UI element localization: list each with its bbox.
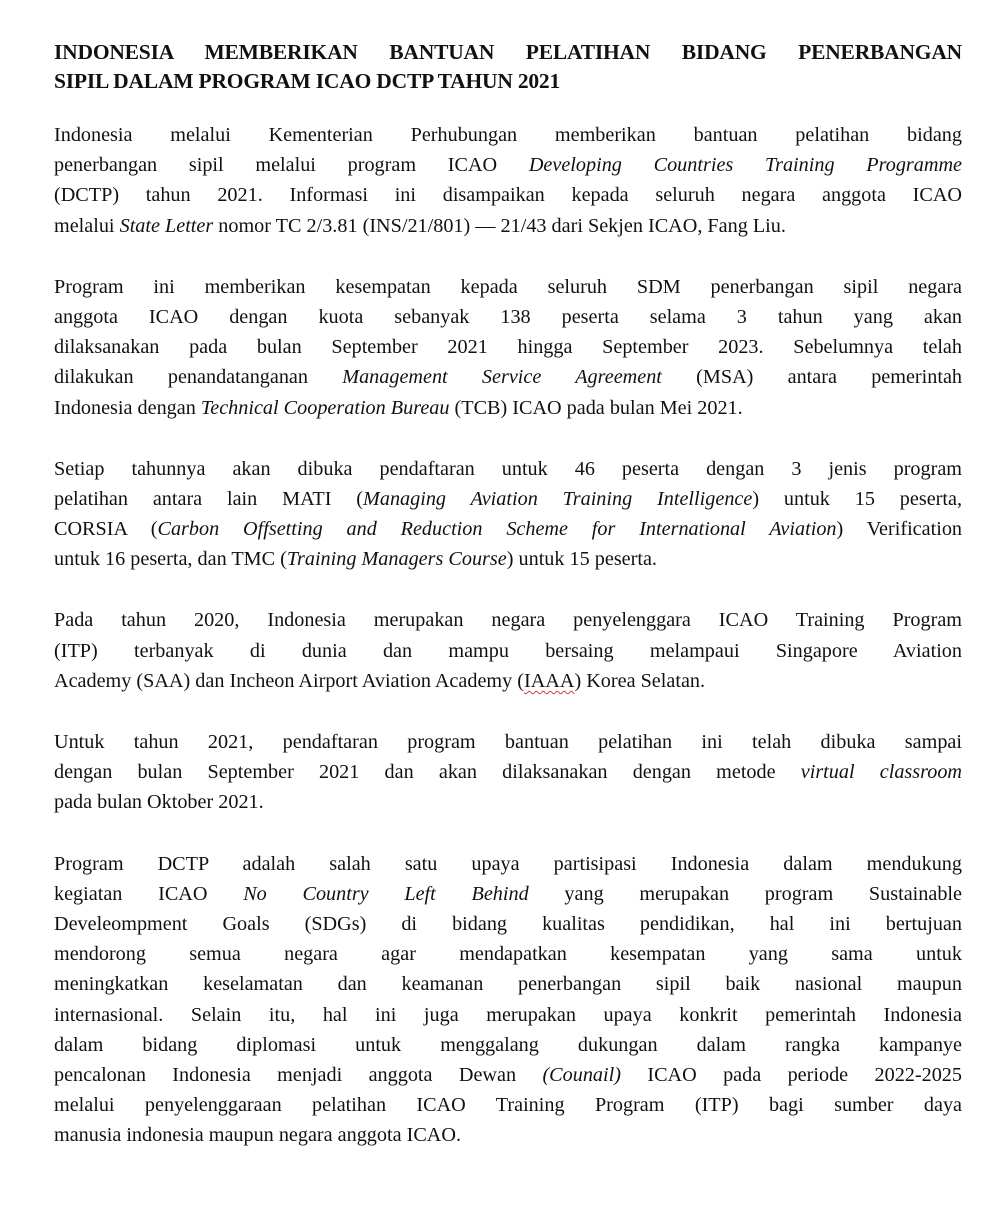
italic-term: No Country Left Behind bbox=[243, 882, 529, 905]
text-line: Program DCTP adalah salah satu upaya partisipasi Indonesia dalam mendukung bbox=[54, 852, 962, 875]
text-line: Indonesia melalui Kementerian Perhubungan memberikan bantuan pelatihan bidang bbox=[54, 124, 962, 146]
text-run: ) Korea Selatan. bbox=[574, 669, 706, 692]
paragraph-intro bbox=[54, 120, 962, 241]
text-line: Program ini memberikan kesempatan kepada seluruh SDM penerbangan sipil negara bbox=[54, 275, 962, 298]
text-line bbox=[54, 362, 962, 392]
text-run: nomor TC 2/3.81 (INS/21/801) — 21/43 dari Sekjen ICAO, Fang Liu. bbox=[213, 214, 786, 237]
document-page bbox=[54, 38, 962, 1181]
text-line: meningkatkan keselamatan dan keamanan penerbangan sipil baik nasional maupun bbox=[54, 973, 962, 996]
italic-term: virtual classroom bbox=[800, 761, 962, 784]
text-line: (DCTP) tahun 2021. Informasi ini disampaikan kepada seluruh negara anggota ICAO bbox=[54, 184, 962, 207]
italic-term: Training Managers Course bbox=[286, 548, 507, 571]
text-run: yang merupakan program Sustainable bbox=[528, 882, 962, 905]
text-run: kegiatan ICAO bbox=[54, 882, 244, 905]
text-run: Indonesia dengan bbox=[54, 396, 201, 419]
text-run: dengan bulan September 2021 dan akan dilaksanakan dengan metode bbox=[54, 761, 801, 784]
text-run: CORSIA ( bbox=[54, 518, 158, 541]
text-line: (ITP) terbanyak di dunia dan mampu bersaing melampaui Singapore Aviation bbox=[54, 639, 962, 662]
text-line bbox=[54, 1060, 962, 1090]
paragraph-itp-2020 bbox=[54, 605, 962, 696]
title-line: SIPIL DALAM PROGRAM ICAO DCTP TAHUN 2021 bbox=[54, 69, 561, 93]
text-line bbox=[54, 879, 962, 909]
text-line: Pada tahun 2020, Indonesia merupakan negara penyelenggara ICAO Training Program bbox=[54, 609, 962, 632]
text-run: Academy (SAA) dan Incheon Airport Aviation Academy ( bbox=[54, 669, 524, 692]
text-line bbox=[54, 666, 962, 696]
italic-term: State Letter bbox=[119, 214, 214, 237]
text-line: Develeompment Goals (SDGs) di bidang kualitas pendidikan, hal ini bertujuan bbox=[54, 912, 962, 935]
text-line bbox=[54, 484, 962, 514]
text-line bbox=[54, 757, 962, 787]
text-line bbox=[54, 211, 962, 241]
paragraph-program-quota bbox=[54, 272, 962, 423]
text-line bbox=[54, 514, 962, 544]
text-line: manusia indonesia maupun negara anggota ICAO. bbox=[54, 1124, 462, 1147]
spellcheck-underlined-word: IAAA bbox=[523, 669, 575, 692]
italic-term: Developing Countries Training Programme bbox=[528, 154, 962, 177]
text-line: Setiap tahunnya akan dibuka pendaftaran untuk 46 peserta dengan 3 jenis program bbox=[54, 457, 962, 480]
text-line: melalui penyelenggaraan pelatihan ICAO Training Program (ITP) bagi sumber daya bbox=[54, 1094, 962, 1117]
text-run: (MSA) antara pemerintah bbox=[661, 366, 963, 389]
text-run: pelatihan antara lain MATI ( bbox=[54, 487, 364, 510]
text-run: ) Verification bbox=[836, 518, 963, 541]
text-run: untuk 16 peserta, dan TMC ( bbox=[54, 548, 287, 571]
text-line bbox=[54, 150, 962, 180]
text-run: dilakukan penandatanganan bbox=[54, 366, 343, 389]
text-line: mendorong semua negara agar mendapatkan kesempatan yang sama untuk bbox=[54, 943, 962, 966]
text-line bbox=[54, 393, 962, 423]
text-run: ) untuk 15 peserta. bbox=[506, 548, 657, 571]
document-title bbox=[54, 38, 962, 96]
paragraph-registration-2021 bbox=[54, 727, 962, 818]
text-line: dalam bidang diplomasi untuk menggalang dukungan dalam rangka kampanye bbox=[54, 1033, 962, 1056]
text-line: anggota ICAO dengan kuota sebanyak 138 peserta selama 3 tahun yang akan bbox=[54, 305, 962, 328]
text-run: (TCB) ICAO pada bulan Mei 2021. bbox=[449, 396, 743, 419]
text-line: internasional. Selain itu, hal ini juga merupakan upaya konkrit pemerintah Indonesia bbox=[54, 1003, 962, 1026]
text-run: ) untuk 15 peserta, bbox=[752, 487, 962, 510]
paragraph-program-types bbox=[54, 454, 962, 575]
italic-term: Managing Aviation Training Intelligence bbox=[363, 487, 753, 510]
text-run: melalui bbox=[54, 214, 120, 237]
italic-term: Management Service Agreement bbox=[342, 366, 662, 389]
text-line: dilaksanakan pada bulan September 2021 hingga September 2023. Sebelumnya telah bbox=[54, 336, 962, 359]
text-line: pada bulan Oktober 2021. bbox=[54, 791, 264, 814]
italic-term: (Counail) bbox=[542, 1063, 621, 1086]
italic-term: Carbon Offsetting and Reduction Scheme for International Aviation bbox=[157, 518, 837, 541]
text-run: pencalonan Indonesia menjadi anggota Dewan bbox=[54, 1063, 543, 1086]
title-line: INDONESIA MEMBERIKAN BANTUAN PELATIHAN BIDANG PENERBANGAN bbox=[54, 40, 962, 64]
text-run: penerbangan sipil melalui program ICAO bbox=[54, 154, 529, 177]
italic-term: Technical Cooperation Bureau bbox=[200, 396, 450, 419]
paragraph-dctp-purpose bbox=[54, 849, 962, 1151]
text-line: Untuk tahun 2021, pendaftaran program bantuan pelatihan ini telah dibuka sampai bbox=[54, 731, 962, 753]
text-line bbox=[54, 544, 962, 574]
text-run: ICAO pada periode 2022-2025 bbox=[620, 1063, 962, 1086]
